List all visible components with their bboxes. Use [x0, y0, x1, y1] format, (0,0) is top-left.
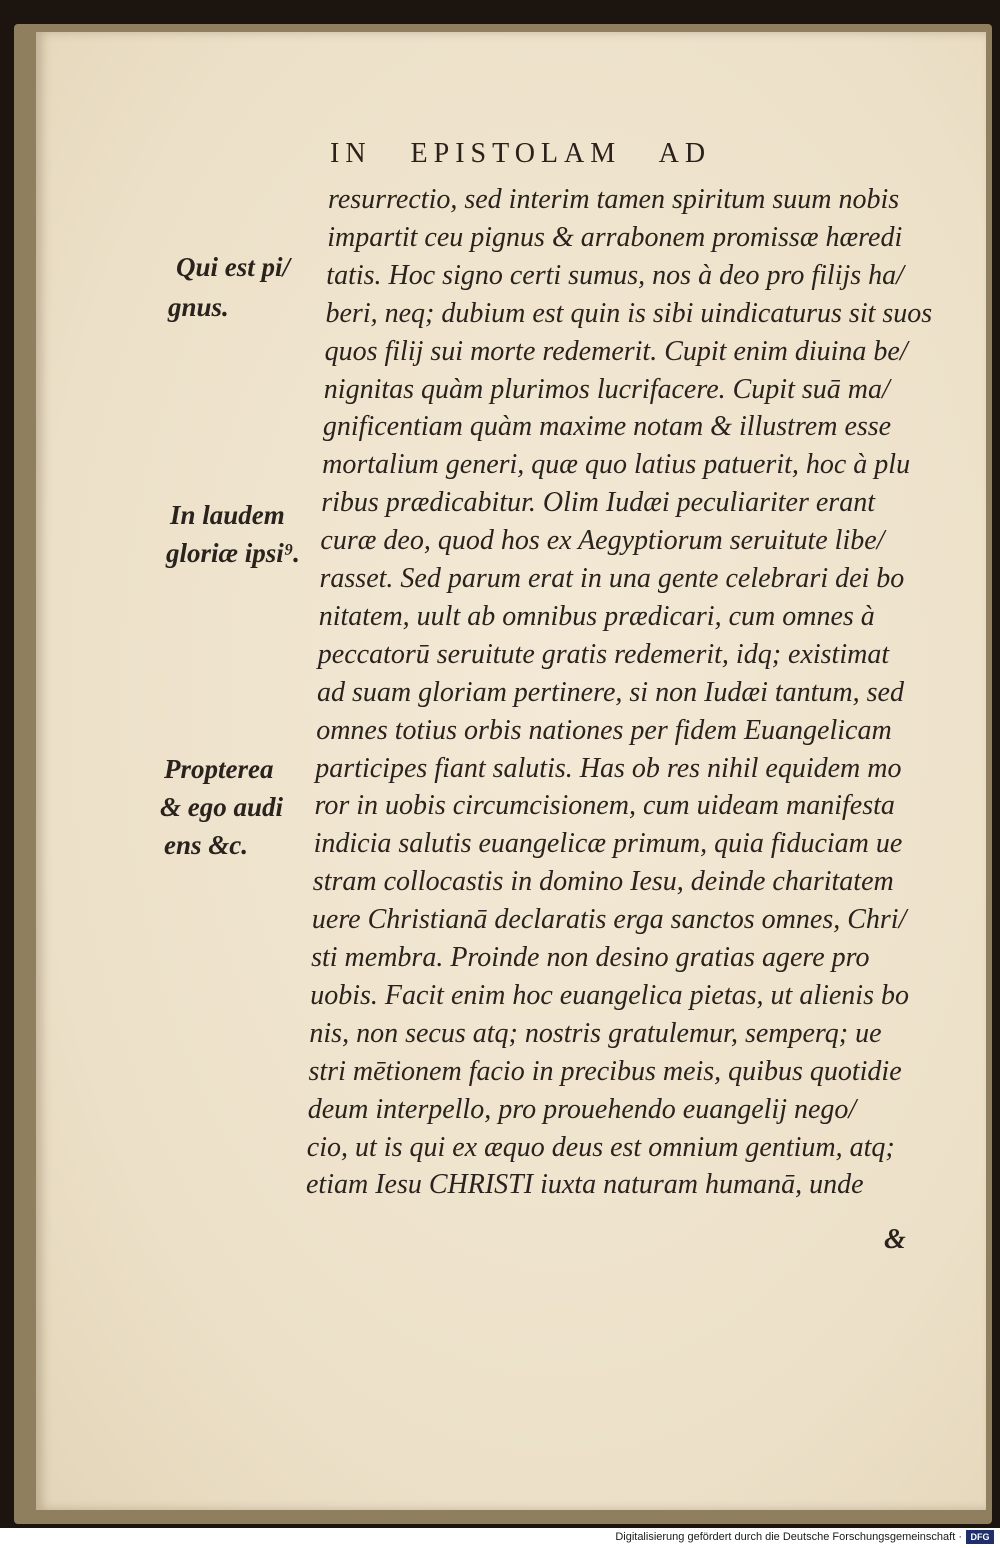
margin-note-pignus-line1: Qui est pi/ [176, 252, 291, 282]
body-line: participes fiant salutis. Has ob res nihil equidem mo [315, 752, 902, 784]
body-line: uobis. Facit enim hoc euangelica pietas, ut alienis bo [310, 979, 909, 1011]
body-line: peccatorū seruitute gratis redemerit, idq; existimat [317, 638, 890, 670]
body-line: stram collocastis in domino Iesu, deinde charitatem [312, 866, 894, 898]
margin-note-propterea-line3: ens &c. [164, 830, 248, 860]
body-line: rasset. Sed parum erat in una gente celebrari dei bo [319, 563, 905, 594]
body-line: deum interpello, pro prouehendo euangelij nego/ [307, 1093, 857, 1125]
margin-note-propterea-line2: & ego audi [160, 792, 284, 822]
body-line: mortalium generi, quæ quo latius patuerit, hoc à plu [322, 449, 911, 481]
body-line: cio, ut is qui ex æquo deus est omnium gentium, atq; [306, 1131, 895, 1163]
body-line: nignitas quàm plurimos lucrifacere. Cupit suā ma/ [323, 373, 890, 405]
body-line: indicia salutis euangelicæ primum, quia fiduciam ue [313, 828, 903, 860]
body-line: ad suam gloriam pertinere, si non Iudæi tantum, sed [317, 676, 904, 708]
body-line: quos filij sui morte redemerit. Cupit enim diuina be/ [324, 335, 908, 367]
body-line: etiam Iesu CHRISTI iuxta naturam humanā, unde [306, 1169, 864, 1201]
body-line: nitatem, uult ab omnibus prædicari, cum omnes à [318, 600, 875, 632]
body-line: tatis. Hoc signo certi sumus, nos à deo pro filijs ha/ [326, 259, 904, 291]
body-line: beri, neq; dubium est quin is sibi uindicaturus sit suos [325, 297, 933, 329]
catchword: & [884, 1224, 906, 1255]
body-line: curæ deo, quod hos ex Aegyptiorum seruitute libe/ [320, 525, 885, 557]
running-head: IN EPISTOLAM AD [330, 138, 712, 169]
body-line: omnes totius orbis nationes per fidem Euangelicam [316, 714, 892, 746]
margin-note-propterea-line1: Propterea [164, 754, 274, 784]
body-line: resurrectio, sed interim tamen spiritum suum nobis [328, 184, 900, 215]
dfg-logo: DFG [966, 1530, 994, 1544]
footer-credit: Digitalisierung gefördert durch die Deutsche Forschungsgemeinschaft · [615, 1531, 962, 1543]
body-line: ribus prædicabitur. Olim Iudæi peculiariter erant [321, 487, 875, 519]
body-line: uere Christianā declaratis erga sanctos omnes, Chri/ [311, 904, 907, 936]
margin-note-pignus-line2: gnus. [168, 292, 229, 322]
margin-note-laudem-line1: In laudem [170, 500, 285, 530]
body-line: gnificentiam quàm maxime notam & illustrem esse [322, 411, 892, 443]
body-line: impartit ceu pignus & arrabonem promissæ hæredi [327, 221, 903, 253]
body-line: nis, non secus atq; nostris gratulemur, semperq; ue [309, 1017, 882, 1049]
body-line: ror in uobis circumcisionem, cum uideam manifesta [314, 790, 895, 822]
body-line: stri mētionem facio in precibus meis, quibus quotidie [308, 1055, 902, 1087]
body-line: sti membra. Proinde non desino gratias agere pro [311, 942, 870, 973]
margin-note-laudem-line2: gloriæ ipsi⁹. [166, 538, 300, 568]
